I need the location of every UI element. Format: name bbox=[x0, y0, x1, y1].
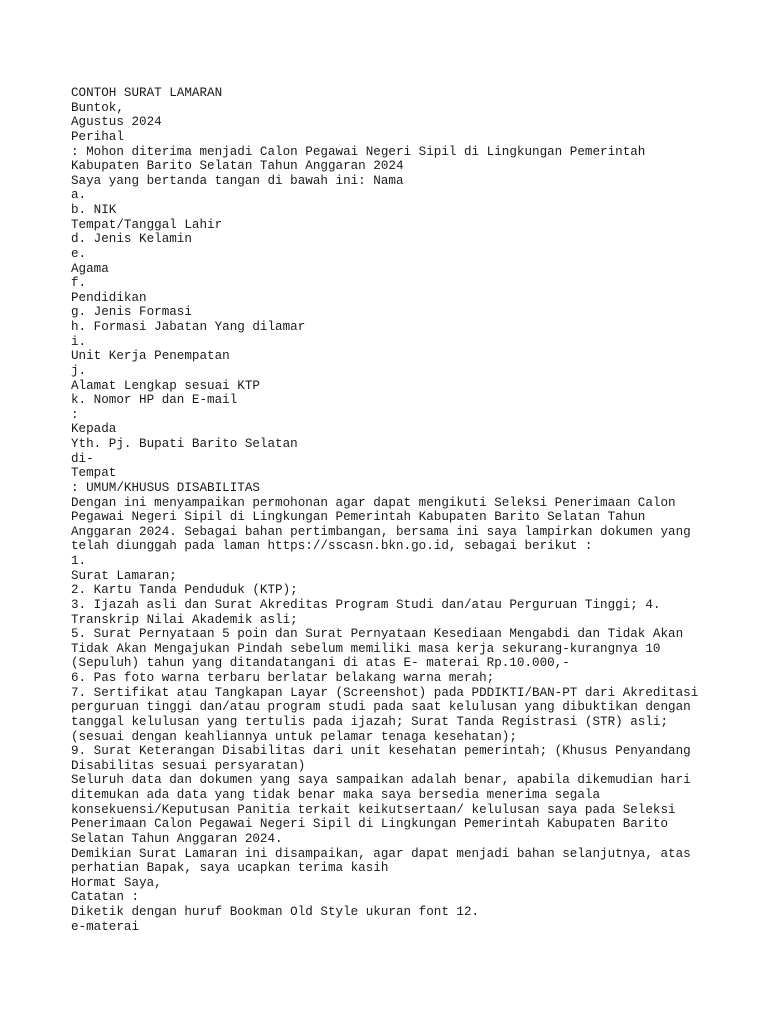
statement-paragraph: Selatan Tahun Anggaran 2024. bbox=[71, 831, 283, 846]
attachment-item: 7. Sertifikat atau Tangkapan Layar (Screenshot) pada PDDIKTI/BAN-PT dari Akreditasi bbox=[71, 685, 699, 700]
attachment-item: perguruan tinggi dan/atau program studi pada saat kelulusan yang dibuktikan dengan bbox=[71, 700, 691, 715]
body-paragraph: Pegawai Negeri Sipil di Lingkungan Pemerintah Kabupaten Barito Selatan Tahun bbox=[71, 510, 646, 525]
category-line: : UMUM/KHUSUS DISABILITAS bbox=[71, 480, 260, 495]
form-field: h. Formasi Jabatan Yang dilamar bbox=[71, 320, 306, 334]
body-paragraph: Anggaran 2024. Sebagai bahan pertimbangan, bersama ini saya lampirkan dokumen yang bbox=[71, 524, 691, 539]
attachment-item: 9. Surat Keterangan Disabilitas dari unit kesehatan pemerintah; (Khusus Penyandang bbox=[71, 744, 691, 759]
form-field: Pendidikan bbox=[71, 290, 147, 305]
body-paragraph: Dengan ini menyampaikan permohonan agar dapat mengikuti Seleksi Penerimaan Calon bbox=[71, 495, 676, 510]
emeterai-label: e-materai bbox=[71, 919, 140, 934]
statement-paragraph: Penerimaan Calon Pegawai Negeri Sipil di Lingkungan Pemerintah Kabupaten Barito bbox=[71, 817, 669, 832]
attachment-item: 6. Pas foto warna terbaru berlatar belakang warna merah; bbox=[71, 671, 495, 685]
form-field: f. bbox=[71, 276, 87, 291]
form-field: i. bbox=[71, 334, 87, 349]
form-field: Unit Kerja Penempatan bbox=[71, 349, 230, 364]
closing-paragraph: Demikian Surat Lamaran ini disampaikan, agar dapat menjadi bahan selanjutnya, atas bbox=[71, 846, 691, 861]
attachment-item: Disabilitas sesuai persyaratan) bbox=[71, 758, 306, 773]
recipient-place: Tempat bbox=[71, 466, 117, 481]
note-text: Diketik dengan huruf Bookman Old Style ukuran font 12. bbox=[71, 905, 480, 919]
attachment-item: Transkrip Nilai Akademik asli; bbox=[71, 612, 298, 627]
document-title: CONTOH SURAT LAMARAN bbox=[71, 86, 223, 100]
form-field: g. Jenis Formasi bbox=[71, 305, 192, 320]
attachment-item: 1. bbox=[71, 554, 87, 568]
subject-text: : Mohon diterima menjadi Calon Pegawai Negeri Sipil di Lingkungan Pemerintah bbox=[71, 144, 646, 159]
attachment-item: (sesuai dengan keahliannya untuk pelamar tenaga kesehatan); bbox=[71, 729, 517, 744]
form-field: b. NIK bbox=[71, 203, 117, 217]
date-line: Agustus 2024 bbox=[71, 115, 162, 130]
subject-label: Perihal bbox=[71, 129, 124, 144]
form-field: : bbox=[71, 407, 79, 422]
form-field: d. Jenis Kelamin bbox=[71, 232, 192, 247]
attachment-item: tanggal kelulusan yang tertulis pada ijazah; Surat Tanda Registrasi (STR) asli; bbox=[71, 714, 669, 729]
note-label: Catatan : bbox=[71, 890, 140, 905]
form-field: Alamat Lengkap sesuai KTP bbox=[71, 378, 260, 393]
recipient-label: Kepada bbox=[71, 422, 117, 437]
form-field: e. bbox=[71, 246, 87, 261]
attachment-item: Surat Lamaran; bbox=[71, 568, 177, 583]
subject-text: Kabupaten Barito Selatan Tahun Anggaran 2024 bbox=[71, 159, 404, 174]
place-line: Buntok, bbox=[71, 100, 124, 115]
attachment-item: Tidak Akan Mengajukan Pindah sebelum memiliki masa kerja sekurang-kurangnya 10 bbox=[71, 641, 661, 656]
closing-paragraph: perhatian Bapak, saya ucapkan terima kasih bbox=[71, 861, 389, 876]
letter-document bbox=[71, 86, 731, 934]
statement-paragraph: Seluruh data dan dokumen yang saya sampaikan adalah benar, apabila dikemudian hari bbox=[71, 773, 691, 788]
recipient-place: di- bbox=[71, 451, 94, 466]
attachment-item: 2. Kartu Tanda Penduduk (KTP); bbox=[71, 583, 298, 598]
form-field: a. bbox=[71, 188, 87, 203]
body-paragraph: telah diunggah pada laman https://sscasn.bkn.go.id, sebagai berikut : bbox=[71, 539, 593, 554]
statement-paragraph: ditemukan ada data yang tidak benar maka saya bersedia menerima segala bbox=[71, 788, 601, 802]
attachment-item: (Sepuluh) tahun yang ditandatangani di atas E- materai Rp.10.000,- bbox=[71, 656, 570, 671]
form-field: Tempat/Tanggal Lahir bbox=[71, 217, 223, 232]
form-field: Agama bbox=[71, 261, 109, 276]
signature-salutation: Hormat Saya, bbox=[71, 875, 162, 890]
applicant-intro: Saya yang bertanda tangan di bawah ini: Nama bbox=[71, 173, 404, 188]
form-field: k. Nomor HP dan E-mail bbox=[71, 393, 238, 408]
recipient-name: Yth. Pj. Bupati Barito Selatan bbox=[71, 437, 298, 451]
attachment-item: 3. Ijazah asli dan Surat Akreditas Program Studi dan/atau Perguruan Tinggi; 4. bbox=[71, 597, 661, 612]
form-field: j. bbox=[71, 363, 87, 378]
attachment-item: 5. Surat Pernyataan 5 poin dan Surat Pernyataan Kesediaan Mengabdi dan Tidak Akan bbox=[71, 627, 684, 642]
statement-paragraph: konsekuensi/Keputusan Panitia terkait keikutsertaan/ kelulusan saya pada Seleksi bbox=[71, 802, 676, 817]
